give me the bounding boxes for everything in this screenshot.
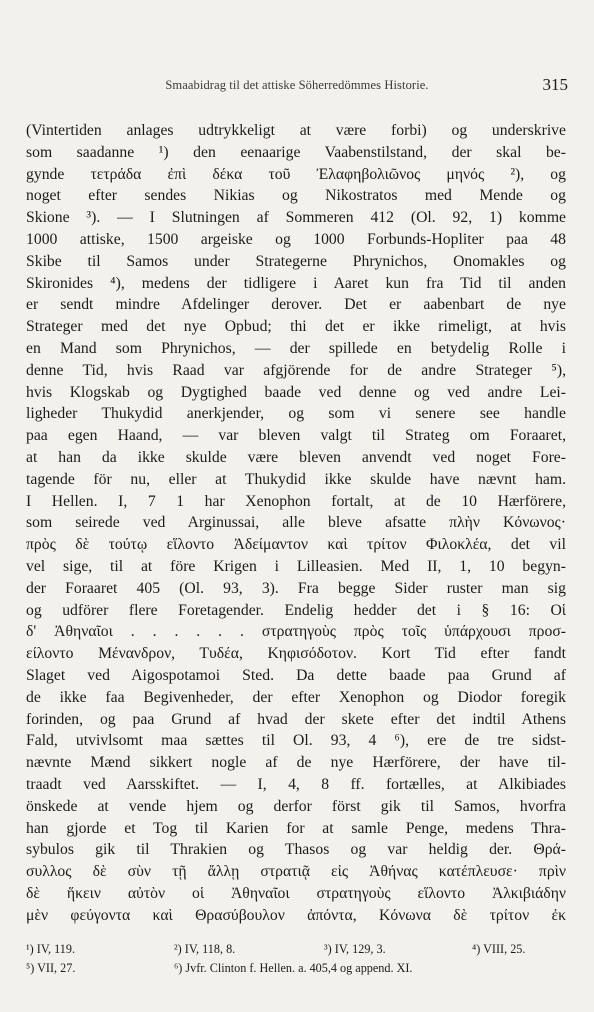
text-line: 1000 attiske, 1500 argeiske og 1000 Forbunds-Hopliter paa 48 (26, 230, 566, 248)
text-line: de ikke faa Begivenheder, der efter Xenophon og Diodor foregik (26, 688, 566, 706)
text-line: nævnte Mænd sikkert nogle af de nye Hærförere, der have til- (26, 754, 566, 772)
text-line: Strateger med det nye Opbud; thi det er ikke rimeligt, at hvis (26, 318, 566, 336)
text-line: at han da ikke skulde være bleven anvendt ved noget Fore- (26, 448, 566, 466)
text-line: Skironides ⁴), medens der tidligere i Aaret kun fra Tid til anden (26, 274, 566, 292)
footnote-6: ⁶) Jvfr. Clinton f. Hellen. a. 405,4 og append. XI. (174, 961, 413, 975)
text-line: der Foraaret 405 (Ol. 93, 3). Fra begge Sider ruster man sig (26, 579, 566, 597)
footnote-4: ⁴) VIII, 25. (472, 942, 526, 956)
text-line: Skione ³). — I Slutningen af Sommeren 412 (Ol. 92, 1) komme (26, 209, 566, 227)
text-line: vel sige, til at före Krigen i Lilleasien. Med II, 1, 10 begyn- (26, 557, 566, 575)
text-line: tagende för nu, eller at Thukydid ikke skulde have nævnt ham. (26, 470, 566, 488)
text-line: som saadanne ¹) den eenaarige Vaabenstilstand, der skal be- (26, 143, 566, 161)
footnote-2: ²) IV, 118, 8. (174, 942, 236, 956)
text-line: han gjorde et Tog til Karien for at samle Penge, medens Thra- (26, 819, 566, 837)
footnote-5: ⁵) VII, 27. (26, 961, 76, 975)
text-line: είλοντο Μένανδρον, Τυδέα, Κηφισόδοτον. Kort Tid efter fandt (26, 645, 566, 663)
text-line: og udförer flere Foretagender. Endelig hedder det i § 16: Οἱ (26, 601, 566, 619)
footnote-3: ³) IV, 129, 3. (324, 942, 386, 956)
text-line: denne Tid, hvis Raad var afgjörende for de andre Strateger ⁵), (26, 361, 566, 379)
text-line: paa egen Haand, — var bleven valgt til Strateg om Foraaret, (26, 427, 566, 445)
footnote-1: ¹) IV, 119. (26, 942, 76, 956)
text-line: Fald, utvivlsomt maa sættes til Ol. 93, 4 ⁶), ere de tre sidst- (26, 732, 566, 750)
text-line: Slaget ved Aigospotamoi Sted. Da dette baade paa Grund af (26, 666, 566, 684)
text-line: gynde τετράδα ἐπὶ δέκα τοῦ Ἐλαφηβολιῶνος μηνός ²), og (26, 165, 566, 183)
text-line: συλλος δὲ σὺν τῇ ἄλλῃ στρατιᾷ εἰς Ἀθήνας κατέπλευσε· πρὶν (26, 863, 566, 881)
text-line: (Vintertiden anlages udtrykkeligt at være forbi) og underskrive (26, 122, 566, 139)
footnotes (26, 940, 566, 978)
footnote-row (26, 959, 566, 978)
footnote-row (26, 940, 566, 959)
text-line: hvis Klogskab og Dygtighed baade ved denne og ved andre Lei- (26, 383, 566, 401)
text-line: δ' Ἀθηναῖοι . . . . . . στρατηγοὺς πρὸς τοῖς ὑπάρχουσι προσ- (26, 623, 566, 641)
text-line: er sendt mindre Afdelinger derover. Det er aabenbart de nye (26, 296, 566, 314)
text-line: μὲν φεύγοντα καὶ Θρασύβουλον ἀπόντα, Κόνωνα δὲ τρίτον ἐκ (26, 906, 566, 924)
text-line: en Mand som Phrynichos, — der spillede en betydelig Rolle i (26, 339, 566, 357)
text-line: önskede at vende hjem og derfor först gik til Samos, hvorfra (26, 797, 566, 815)
text-line: πρὸς δὲ τούτῳ εἵλοντο Ἀδείμαντον καὶ τρίτον Φιλοκλέα, det vil (26, 536, 566, 554)
text-line: δὲ ἥκειν αὐτὸν οἱ Ἀθηναῖοι στρατηγοὺς εἵλοντο Ἀλκιβιάδην (26, 884, 566, 902)
text-line: Skibe til Samos under Strategerne Phrynichos, Onomakles og (26, 252, 566, 270)
text-line: sybulos gik til Thrakien og Thasos og var heldig der. Θρά- (26, 841, 566, 859)
text-line: forinden, og paa Grund af hvad der skete efter det indtil Athens (26, 710, 566, 728)
text-line: ligheder Thukydid anerkjender, og som vi senere see handle (26, 405, 566, 423)
text-line: I Hellen. I, 7 1 har Xenophon fortalt, at de 10 Hærförere, (26, 492, 566, 510)
text-line: traadt ved Aarsskiftet. — I, 4, 8 ff. fortælles, at Alkibiades (26, 775, 566, 793)
body-text (26, 120, 566, 926)
running-title: Smaabidrag til det attiske Söherredömmes Historie. (165, 78, 429, 92)
page-number: 315 (542, 75, 568, 94)
text-line: noget efter sendes Nikias og Nikostratos med Mende og (26, 187, 566, 205)
text-line: som seirede ved Arginussai, alle bleve afsatte πλὴν Κόνωνος· (26, 514, 566, 532)
